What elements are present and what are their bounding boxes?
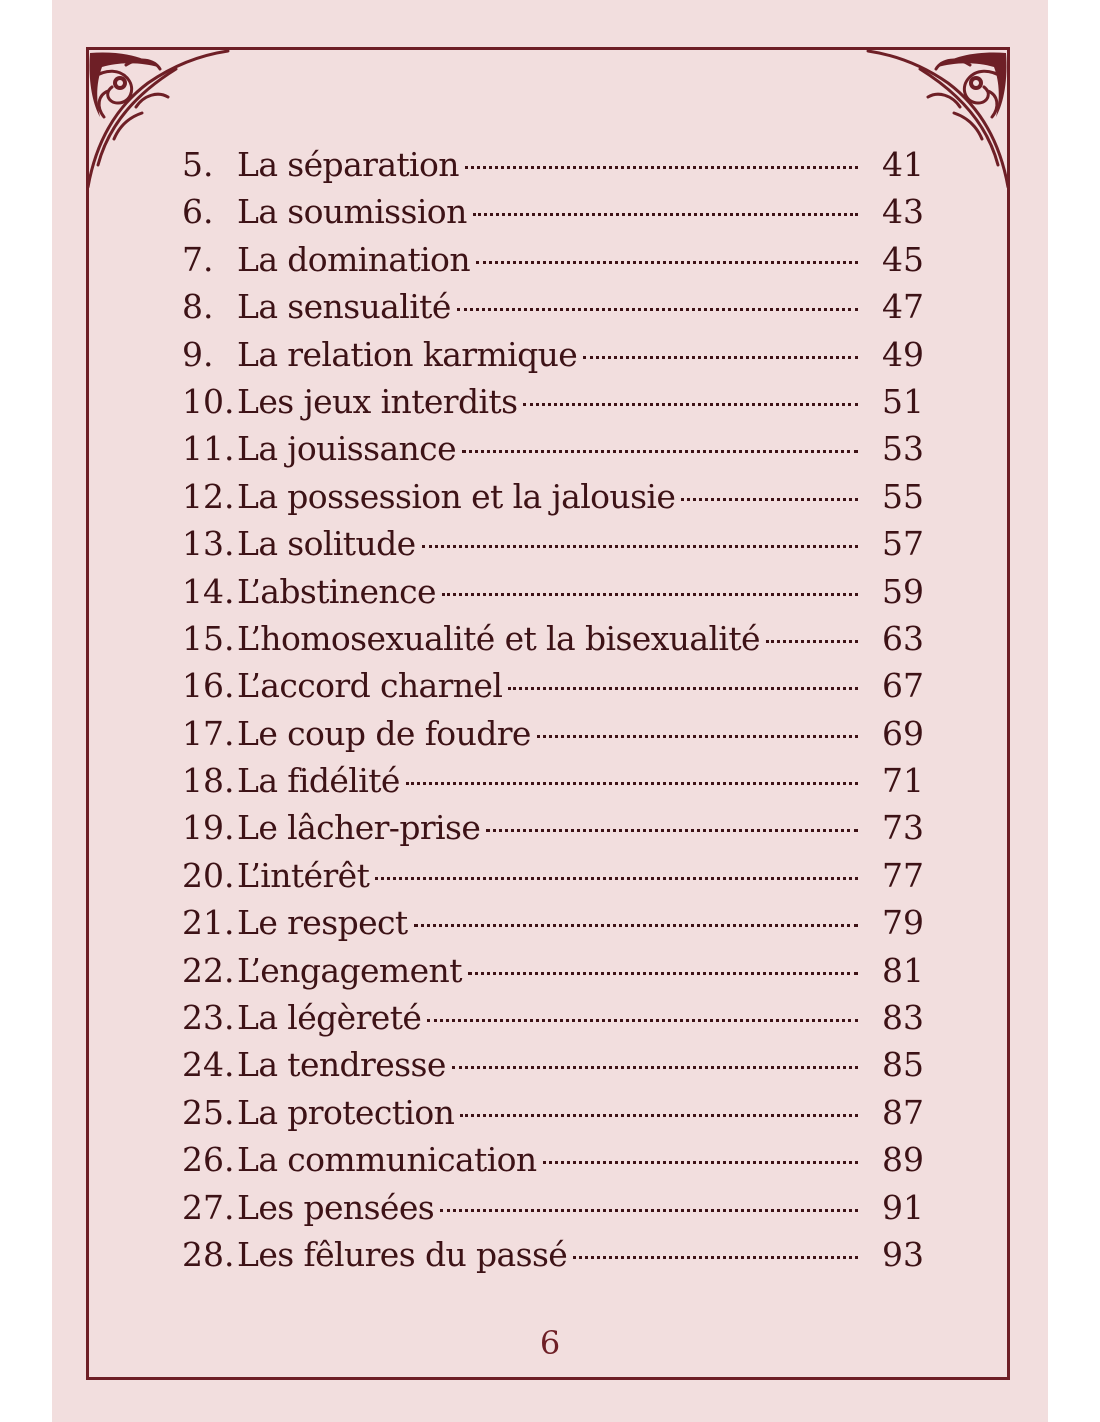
toc-entry-page: 63 [882, 618, 924, 658]
toc-entry [182, 899, 922, 946]
toc-entry-title: La soumission [237, 192, 467, 232]
book-page [52, 0, 1048, 1422]
toc-entry-number: 12. [182, 476, 235, 516]
dot-leader [473, 213, 858, 216]
toc-entry-number: 27. [182, 1187, 235, 1227]
toc-entry [182, 852, 922, 899]
dot-leader [406, 782, 858, 785]
toc-entry [182, 804, 922, 851]
dot-leader [422, 545, 858, 548]
toc-entry-page: 53 [882, 429, 924, 469]
toc-entry-title: La domination [237, 239, 470, 279]
dot-leader [440, 1209, 858, 1212]
toc-entry-number: 24. [182, 1045, 235, 1085]
dot-leader [573, 1256, 858, 1259]
toc-entry-number: 8. [182, 287, 214, 327]
toc-entry-page: 45 [882, 239, 924, 279]
toc-entry [182, 520, 922, 567]
toc-entry-number: 14. [182, 571, 235, 611]
toc-entry-page: 81 [882, 950, 924, 990]
toc-entry [182, 1089, 922, 1136]
dot-leader [452, 1066, 858, 1069]
toc-entry-title: Le respect [237, 903, 408, 943]
toc-entry-number: 10. [182, 381, 235, 421]
page-number: 6 [539, 1324, 561, 1362]
toc-entry-page: 85 [882, 1045, 924, 1085]
toc-entry-page: 47 [882, 287, 924, 327]
dot-leader [508, 687, 858, 690]
toc-entry-page: 49 [882, 334, 924, 374]
toc-entry-page: 83 [882, 998, 924, 1038]
toc-entry [182, 378, 922, 425]
toc-entry-number: 15. [182, 618, 235, 658]
toc-entry-number: 6. [182, 192, 214, 232]
dot-leader [543, 1161, 858, 1164]
toc-entry [182, 141, 922, 188]
toc-entry-number: 11. [182, 429, 235, 469]
toc-entry [182, 331, 922, 378]
toc-entry-number: 16. [182, 666, 235, 706]
toc-entry-title: La jouissance [237, 429, 456, 469]
dot-leader [468, 972, 858, 975]
toc-entry-page: 57 [882, 524, 924, 564]
toc-entry-page: 41 [882, 145, 924, 184]
toc-entry [182, 236, 922, 283]
dot-leader [476, 261, 858, 264]
toc-entry [182, 568, 922, 615]
dot-leader [465, 166, 858, 169]
toc-entry-page: 69 [882, 713, 924, 753]
toc-entry-title: L’accord charnel [237, 666, 503, 706]
toc-entry-title: La solitude [237, 524, 416, 564]
dot-leader [583, 356, 858, 359]
toc-entry-title: Les jeux interdits [237, 381, 518, 421]
toc-entry-number: 28. [182, 1234, 235, 1274]
toc-entry-number: 20. [182, 855, 235, 895]
toc-entry-title: Les pensées [237, 1187, 435, 1227]
dot-leader [681, 498, 858, 501]
toc-entry-number: 25. [182, 1092, 235, 1132]
table-of-contents [182, 141, 922, 1278]
toc-entry-number: 17. [182, 713, 235, 753]
toc-entry-title: La possession et la jalousie [237, 476, 676, 516]
dot-leader [375, 877, 858, 880]
toc-entry [182, 615, 922, 662]
toc-entry-number: 23. [182, 998, 235, 1038]
toc-entry [182, 947, 922, 994]
toc-entry-title: La séparation [237, 145, 459, 184]
toc-entry-number: 7. [182, 239, 214, 279]
dot-leader [537, 735, 858, 738]
dot-leader [460, 1114, 858, 1117]
dot-leader [766, 640, 858, 643]
toc-entry-page: 89 [882, 1140, 924, 1180]
toc-entry-title: La relation karmique [237, 334, 578, 374]
toc-entry-page: 93 [882, 1234, 924, 1274]
toc-entry-title: L’engagement [237, 950, 462, 990]
dot-leader [427, 1019, 858, 1022]
toc-entry-page: 73 [882, 808, 924, 848]
toc-entry-page: 77 [882, 855, 924, 895]
toc-entry-page: 55 [882, 476, 924, 516]
toc-entry [182, 1041, 922, 1088]
dot-leader [523, 403, 858, 406]
toc-entry-title: Les fêlures du passé [237, 1234, 568, 1274]
toc-entry [182, 1136, 922, 1183]
toc-entry-number: 9. [182, 334, 214, 374]
toc-entry [182, 757, 922, 804]
dot-leader [442, 593, 858, 596]
toc-entry-page: 59 [882, 571, 924, 611]
toc-entry [182, 473, 922, 520]
toc-entry-title: La légèreté [237, 998, 422, 1038]
toc-entry [182, 283, 922, 330]
toc-entry-page: 67 [882, 666, 924, 706]
toc-entry [182, 188, 922, 235]
toc-entry-title: Le lâcher-prise [237, 808, 481, 848]
toc-entry-title: La protection [237, 1092, 455, 1132]
toc-entry-title: L’intérêt [237, 855, 370, 895]
toc-entry-title: La sensualité [237, 287, 451, 327]
toc-entry-title: L’homosexualité et la bisexualité [237, 618, 760, 658]
toc-entry-page: 51 [882, 381, 924, 421]
dot-leader [486, 829, 858, 832]
toc-entry [182, 425, 922, 472]
toc-entry-title: La communication [237, 1140, 537, 1180]
dot-leader [457, 308, 858, 311]
toc-entry-page: 71 [882, 761, 924, 801]
toc-entry [182, 1231, 922, 1278]
toc-entry-page: 91 [882, 1187, 924, 1227]
toc-entry-number: 19. [182, 808, 235, 848]
toc-entry-title: La fidélité [237, 761, 400, 801]
toc-entry-number: 13. [182, 524, 235, 564]
toc-entry-number: 26. [182, 1140, 235, 1180]
toc-entry [182, 1184, 922, 1231]
toc-entry [182, 994, 922, 1041]
dot-leader [414, 924, 858, 927]
toc-entry-page: 43 [882, 192, 924, 232]
toc-entry-number: 22. [182, 950, 235, 990]
toc-entry-title: L’abstinence [237, 571, 436, 611]
toc-entry [182, 710, 922, 757]
toc-entry-page: 87 [882, 1092, 924, 1132]
toc-entry-title: Le coup de foudre [237, 713, 531, 753]
toc-entry-number: 5. [182, 145, 214, 184]
toc-entry-title: La tendresse [237, 1045, 446, 1085]
toc-entry-number: 21. [182, 903, 235, 943]
dot-leader [462, 450, 858, 453]
toc-entry-page: 79 [882, 903, 924, 943]
toc-entry [182, 662, 922, 709]
toc-entry-number: 18. [182, 761, 235, 801]
